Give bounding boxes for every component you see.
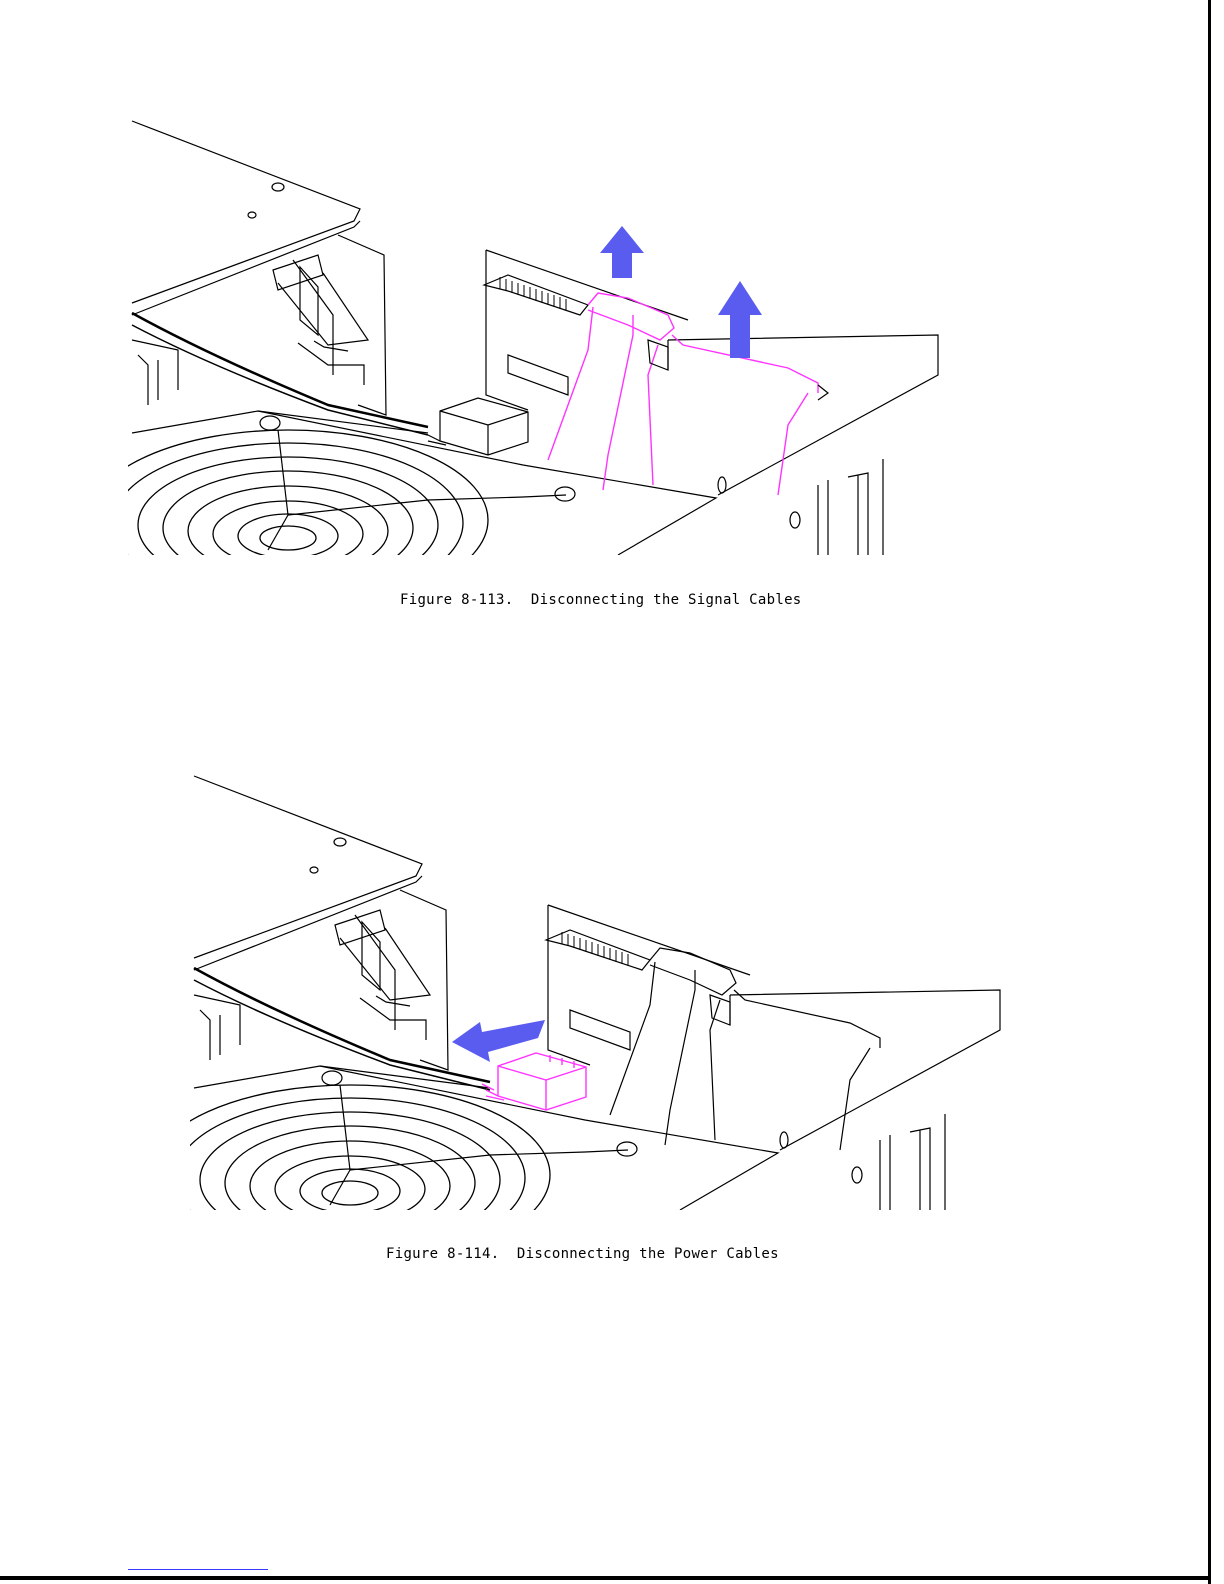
- figure-signal-cables: [128, 115, 948, 555]
- footnote-rule: [128, 1569, 268, 1570]
- figure-caption-8-113: Figure 8-113. Disconnecting the Signal Cables: [400, 592, 802, 608]
- figure-caption-8-114: Figure 8-114. Disconnecting the Power Cables: [386, 1246, 779, 1262]
- figure-power-cables: [190, 770, 1010, 1210]
- page-border-bottom: [0, 1576, 1211, 1580]
- page-border-right: [1208, 0, 1211, 1584]
